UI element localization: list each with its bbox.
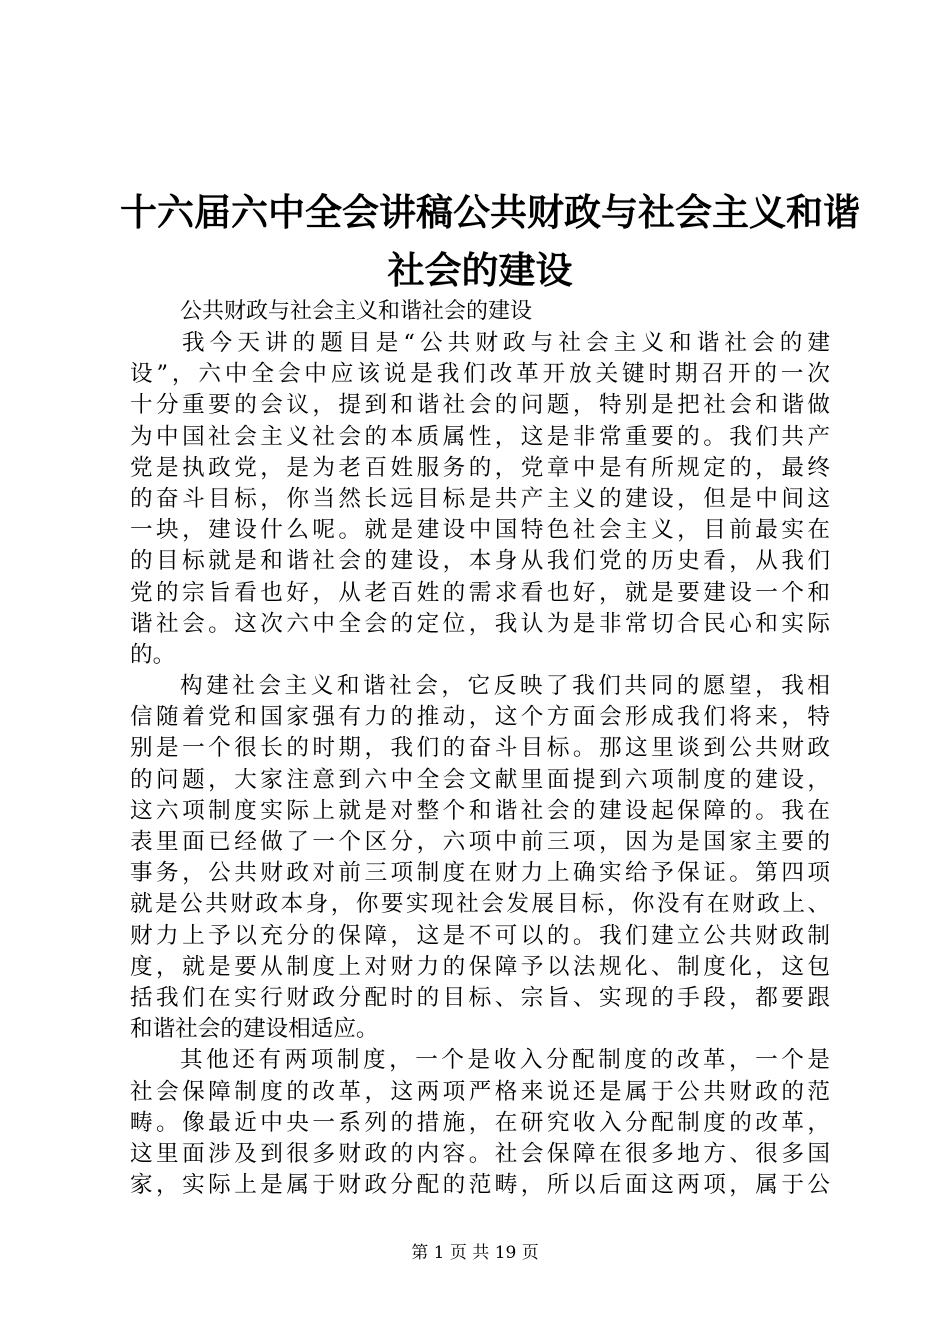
document-subtitle: 公共财政与社会主义和谐社会的建设 [180, 299, 533, 324]
paragraph-line: 的问题，大家注意到六中全会文献里面提到六项制度的建设， [130, 766, 830, 793]
document-title-line-2: 社会的建设 [387, 248, 573, 292]
paragraph-line: 构建社会主义和谐社会，它反映了我们共同的愿望，我相 [180, 673, 830, 700]
document-body [130, 328, 830, 1201]
paragraph-line: 党是执政党，是为老百姓服务的，党章中是有所规定的，最终 [130, 454, 830, 481]
paragraph-line: 畴。像最近中央一系列的措施，在研究收入分配制度的改革， [130, 1109, 830, 1136]
paragraph-line: 的。 [130, 641, 176, 668]
paragraph-line: 设”，六中全会中应该说是我们改革开放关键时期召开的一次 [130, 361, 830, 388]
paragraph-line: 的奋斗目标，你当然长远目标是共产主义的建设，但是中间这 [130, 485, 830, 512]
paragraph-line: 括我们在实行财政分配时的目标、宗旨、实现的手段，都要跟 [130, 984, 830, 1011]
paragraph-line: 谐社会。这次六中全会的定位，我认为是非常切合民心和实际 [130, 610, 830, 637]
paragraph-line: 和谐社会的建设相适应。 [130, 1016, 379, 1043]
paragraph-line: 党的宗旨看也好，从老百姓的需求看也好，就是要建设一个和 [130, 579, 830, 606]
paragraph-line: 社会保障制度的改革，这两项严格来说还是属于公共财政的范 [130, 1078, 830, 1105]
paragraph-line: 其他还有两项制度，一个是收入分配制度的改革，一个是 [180, 1047, 830, 1074]
paragraph-line: 的目标就是和谐社会的建设，本身从我们党的历史看，从我们 [130, 548, 830, 575]
paragraph-line: 我今天讲的题目是“公共财政与社会主义和谐社会的建 [182, 330, 830, 356]
paragraph-line: 就是公共财政本身，你要实现社会发展目标，你没有在财政上、 [130, 891, 830, 918]
document-title-line-1: 十六届六中全会讲稿公共财政与社会主义和谐 [120, 190, 860, 234]
paragraph-line: 为中国社会主义社会的本质属性，这是非常重要的。我们共产 [130, 423, 830, 450]
paragraph-line: 这里面涉及到很多财政的内容。社会保障在很多地方、很多国 [130, 1140, 830, 1167]
paragraph-line: 信随着党和国家强有力的推动，这个方面会形成我们将来，特 [130, 704, 830, 731]
paragraph-line: 度，就是要从制度上对财力的保障予以法规化、制度化，这包 [130, 953, 830, 980]
paragraph-line: 表里面已经做了一个区分，六项中前三项，因为是国家主要的 [130, 829, 830, 855]
page-number-footer: 第 1 页 共 19 页 [411, 1243, 539, 1263]
paragraph-line: 家，实际上是属于财政分配的范畴，所以后面这两项，属于公 [130, 1172, 830, 1199]
paragraph-line: 财力上予以充分的保障，这是不可以的。我们建立公共财政制 [130, 922, 830, 949]
paragraph-3 [130, 1045, 830, 1201]
paragraph-line: 事务，公共财政对前三项制度在财力上确实给予保证。第四项 [130, 860, 830, 887]
paragraph-line: 一块，建设什么呢。就是建设中国特色社会主义，目前最实在 [130, 517, 830, 544]
paragraph-line: 十分重要的会议，提到和谐社会的问题，特别是把社会和谐做 [130, 392, 830, 419]
paragraph-1 [130, 328, 830, 671]
paragraph-line: 别是一个很长的时期，我们的奋斗目标。那这里谈到公共财政 [130, 735, 830, 762]
paragraph-2 [130, 671, 830, 1045]
paragraph-line: 这六项制度实际上就是对整个和谐社会的建设起保障的。我在 [130, 797, 830, 824]
